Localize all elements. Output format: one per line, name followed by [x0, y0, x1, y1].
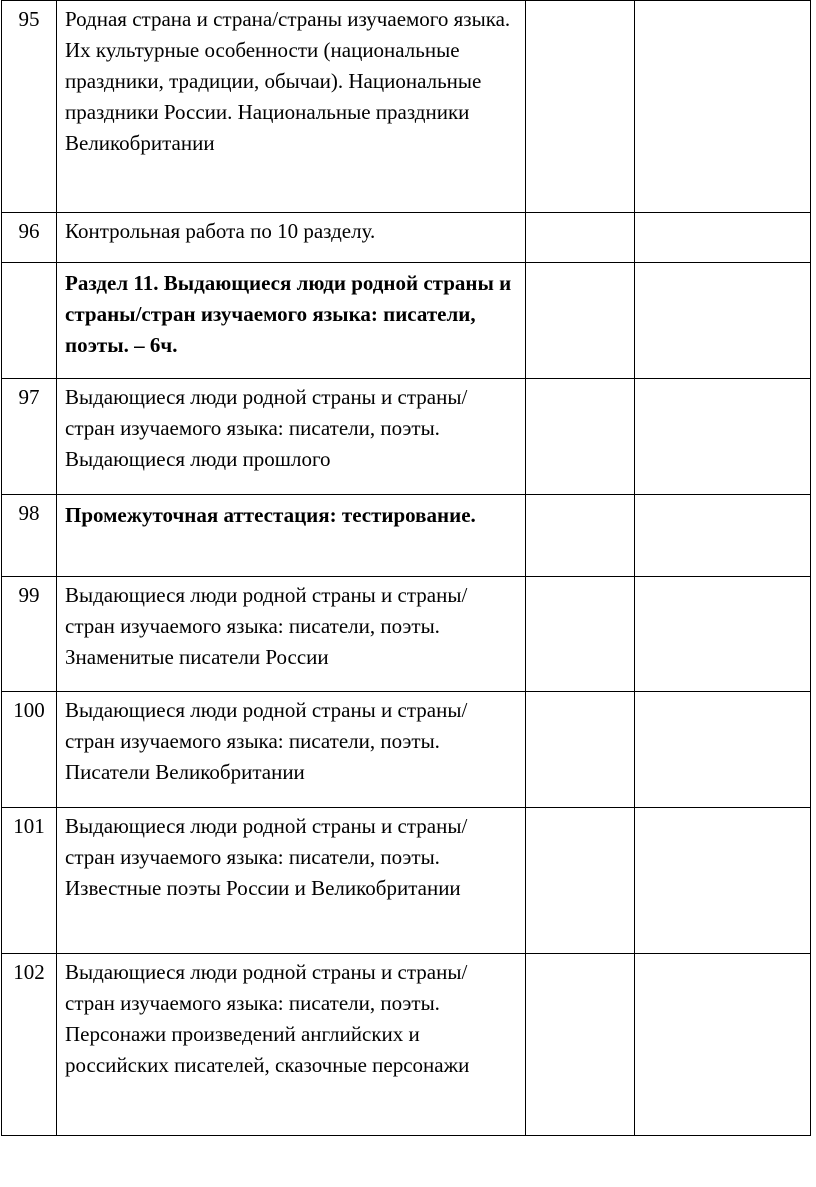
- section-header-row: [2, 263, 811, 379]
- lesson-topic: Выдающиеся люди родной страны и страны/стран изучаемого языка: писатели, поэты. Писатели Великобритании: [57, 692, 526, 808]
- blank-cell: [635, 263, 811, 379]
- table-row: [2, 379, 811, 495]
- lesson-topic: Выдающиеся люди родной страны и страны/стран изучаемого языка: писатели, поэты. Выдающиеся люди прошлого: [57, 379, 526, 495]
- lesson-number: 98: [2, 495, 57, 577]
- blank-cell: [526, 954, 635, 1136]
- blank-cell: [526, 379, 635, 495]
- lesson-number: 97: [2, 379, 57, 495]
- blank-cell: [635, 213, 811, 263]
- lesson-number: 99: [2, 577, 57, 692]
- blank-cell: [635, 1, 811, 213]
- blank-cell: [526, 808, 635, 954]
- blank-cell: [526, 692, 635, 808]
- blank-cell: [635, 692, 811, 808]
- table-row: [2, 495, 811, 577]
- table-row: [2, 1, 811, 213]
- lesson-topic: Выдающиеся люди родной страны и страны/стран изучаемого языка: писатели, поэты. Знаменитые писатели России: [57, 577, 526, 692]
- lesson-number: 102: [2, 954, 57, 1136]
- lesson-topic: Родная страна и страна/страны изучаемого языка. Их культурные особенности (национальные праздники, традиции, обычаи). Национальные праздники России. Национальные праздники Великобритании: [57, 1, 526, 213]
- lesson-topic: Контрольная работа по 10 разделу.: [57, 213, 526, 263]
- blank-cell: [635, 379, 811, 495]
- table-row: [2, 808, 811, 954]
- table-row: [2, 954, 811, 1136]
- blank-cell: [635, 495, 811, 577]
- table-row: [2, 577, 811, 692]
- blank-cell: [635, 954, 811, 1136]
- lesson-topic: Промежуточная аттестация: тестирование.: [57, 495, 526, 577]
- blank-cell: [526, 213, 635, 263]
- lesson-number: 100: [2, 692, 57, 808]
- blank-cell: [526, 1, 635, 213]
- lesson-topic: Выдающиеся люди родной страны и страны/стран изучаемого языка: писатели, поэты. Известные поэты России и Великобритании: [57, 808, 526, 954]
- lesson-number: 101: [2, 808, 57, 954]
- blank-cell: [635, 808, 811, 954]
- lesson-plan-table: [1, 0, 811, 1136]
- table-row: [2, 692, 811, 808]
- table-row: [2, 213, 811, 263]
- lesson-number: [2, 263, 57, 379]
- blank-cell: [526, 495, 635, 577]
- lesson-number: 95: [2, 1, 57, 213]
- section-title: Раздел 11. Выдающиеся люди родной страны и страны/стран изучаемого языка: писатели, поэты. – 6ч.: [57, 263, 526, 379]
- blank-cell: [526, 263, 635, 379]
- blank-cell: [526, 577, 635, 692]
- lesson-topic: Выдающиеся люди родной страны и страны/стран изучаемого языка: писатели, поэты. Персонажи произведений английских и российских писателей, сказочные персонажи: [57, 954, 526, 1136]
- blank-cell: [635, 577, 811, 692]
- lesson-number: 96: [2, 213, 57, 263]
